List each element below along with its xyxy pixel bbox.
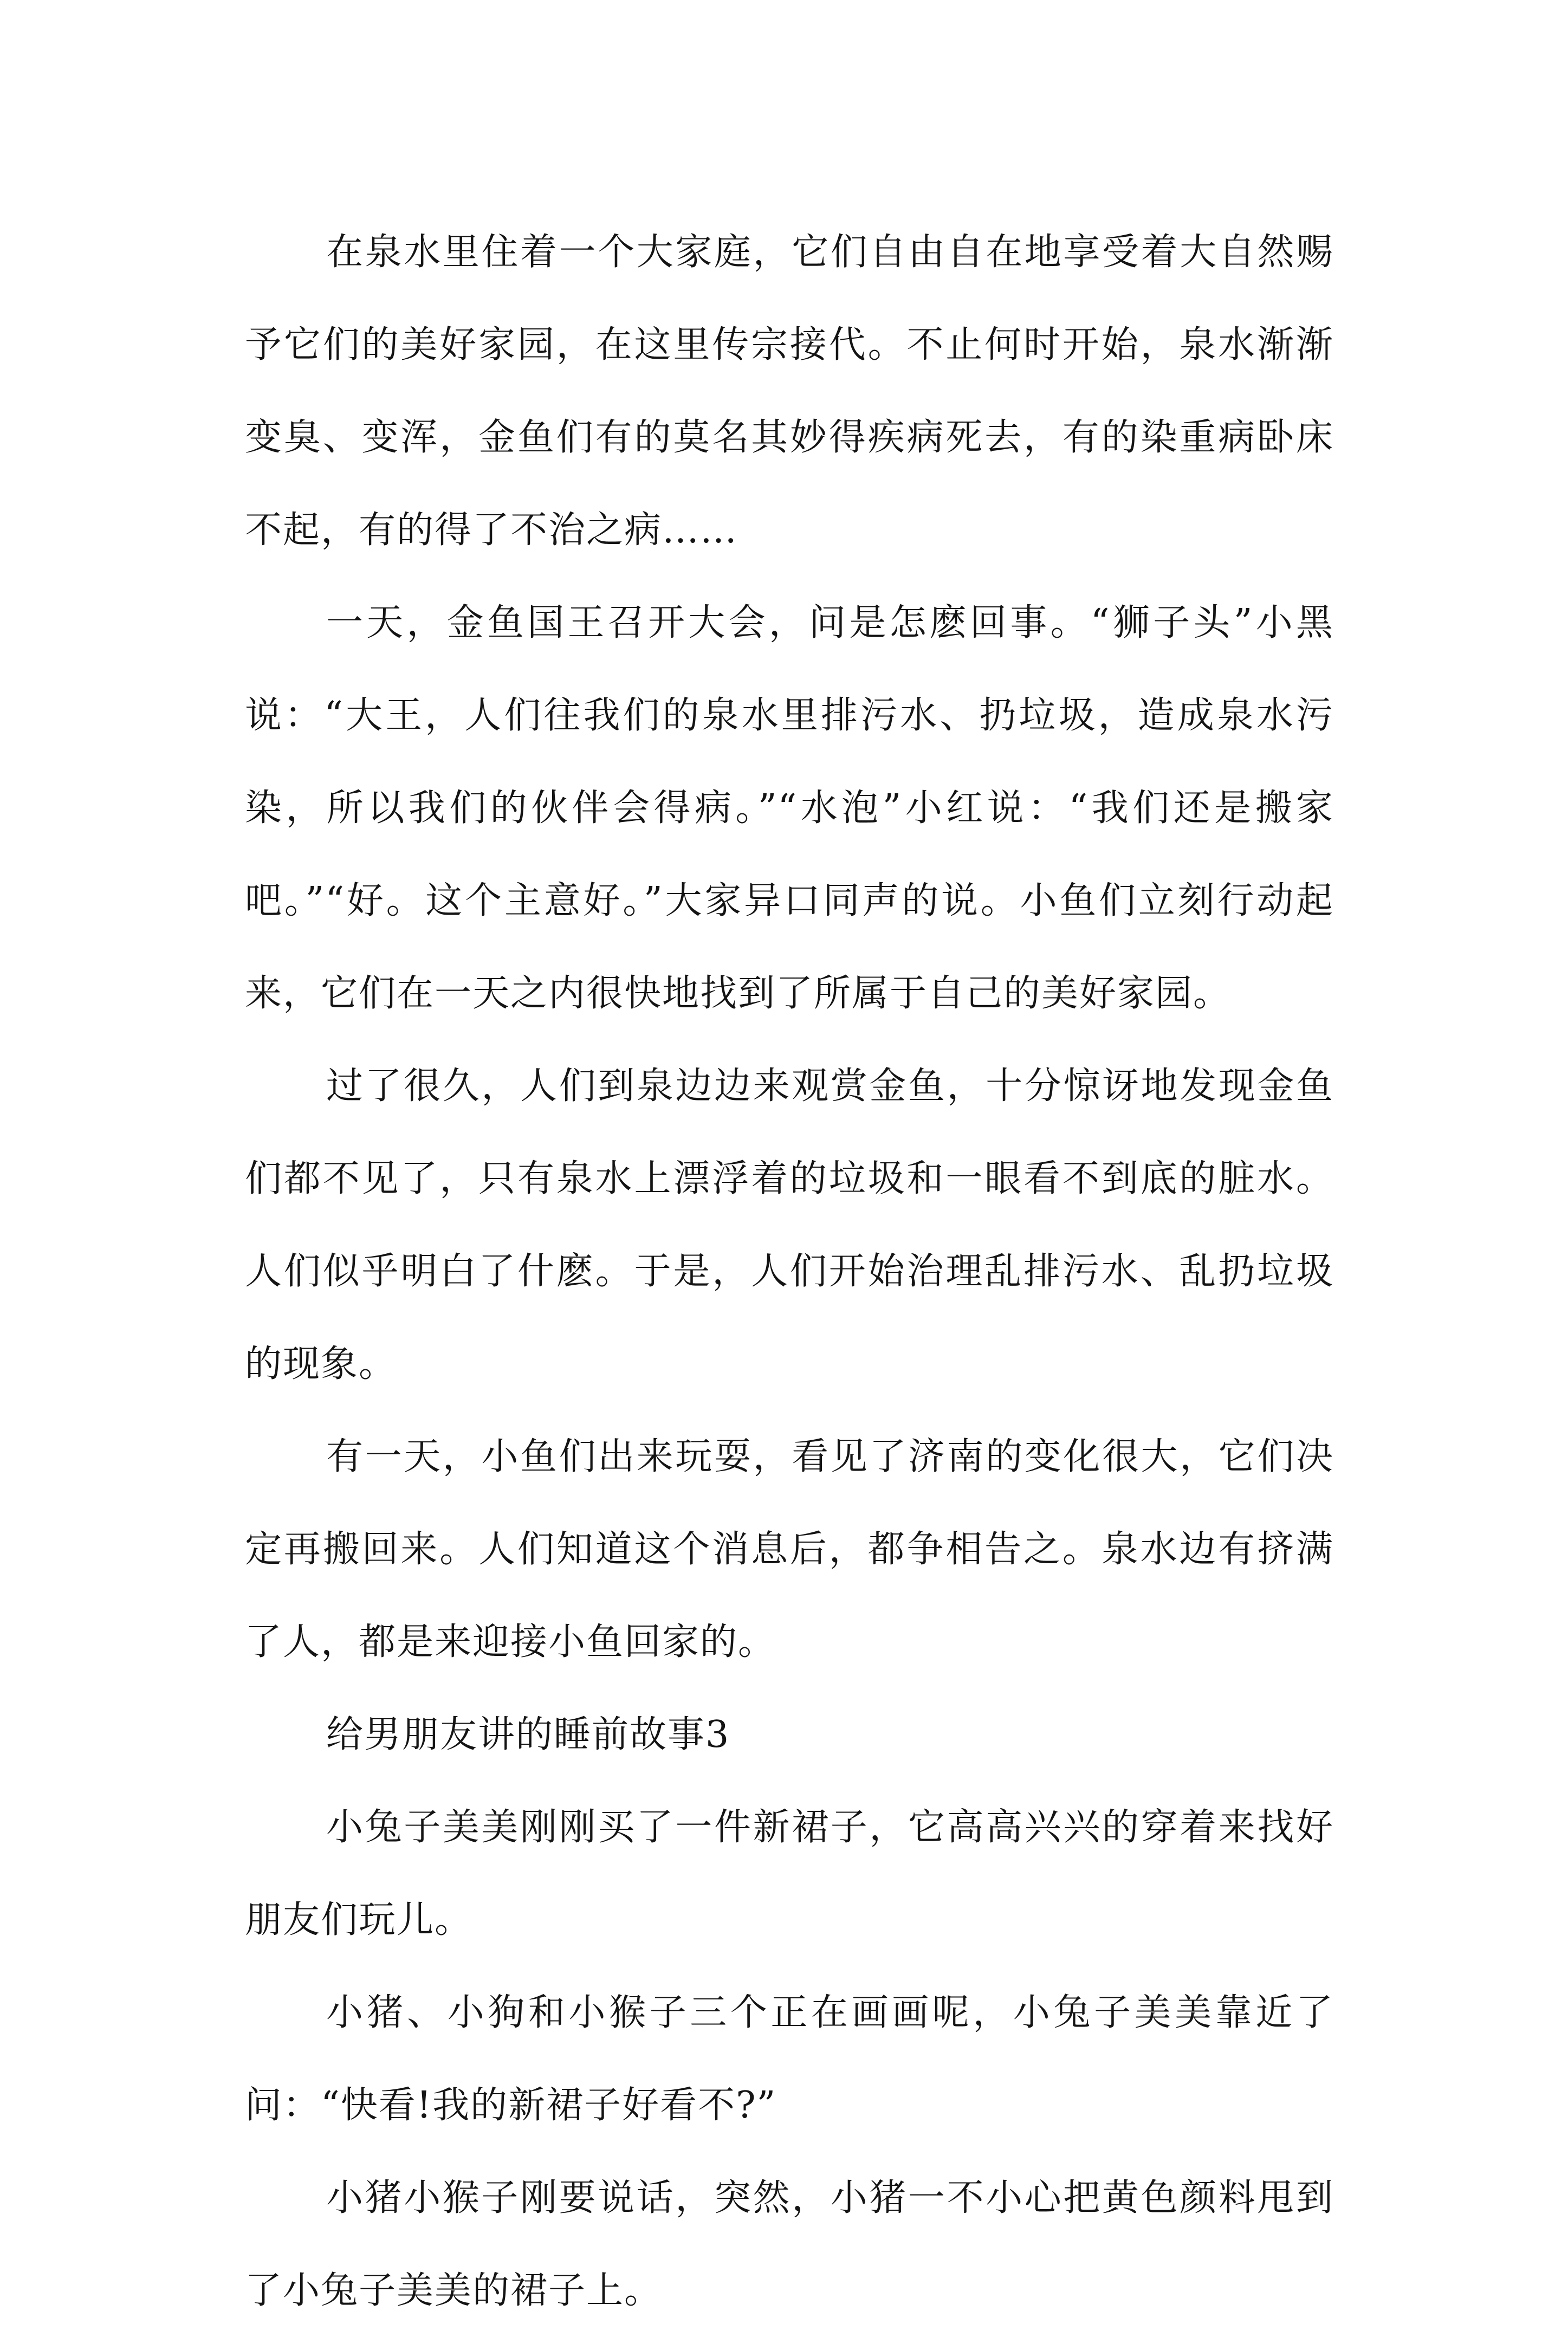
section-title: 给男朋友讲的睡前故事3: [326, 1713, 730, 1756]
paragraph-paint-spill: 小猪小猴子刚要说话，突然，小猪一不小心把黄色颜料甩到了小兔子美美的裙子上。: [245, 2177, 1334, 2312]
paragraph-king-meeting: 一天，金鱼国王召开大会，问是怎麽回事。“狮子头”小黑说：“大王，人们往我们的泉水里排污水、扔垃圾，造成泉水污染，所以我们的伙伴会得病。”“水泡”小红说：“我们还是搬家吧。”“好。这个主意好。”大家异口同声的说。小鱼们立刻行动起来，它们在一天之内很快地找到了所属于自己的美好家园。: [245, 601, 1334, 1015]
paragraph-fish-return: 有一天，小鱼们出来玩耍，看见了济南的变化很大，它们决定再搬回来。人们知道这个消息后，都争相告之。泉水边有挤满了人，都是来迎接小鱼回家的。: [245, 1435, 1334, 1663]
document-body: [245, 206, 1334, 2337]
paragraph-friends-drawing: 小猪、小狗和小猴子三个正在画画呢，小兔子美美靠近了问：“快看!我的新裙子好看不?”: [245, 1991, 1334, 2127]
paragraph-family-in-spring: 在泉水里住着一个大家庭，它们自由自在地享受着大自然赐予它们的美好家园，在这里传宗接代。不止何时开始，泉水渐渐变臭、变浑，金鱼们有的莫名其妙得疾病死去，有的染重病卧床不起，有的得了不治之病……: [245, 231, 1334, 552]
paragraph-new-dress: 小兔子美美刚刚买了一件新裙子，它高高兴兴的穿着来找好朋友们玩儿。: [245, 1806, 1334, 1941]
paragraph-people-discover: 过了很久，人们到泉边边来观赏金鱼，十分惊讶地发现金鱼们都不见了，只有泉水上漂浮着的垃圾和一眼看不到底的脏水。人们似乎明白了什麽。于是，人们开始治理乱排污水、乱扔垃圾的现象。: [245, 1065, 1334, 1386]
